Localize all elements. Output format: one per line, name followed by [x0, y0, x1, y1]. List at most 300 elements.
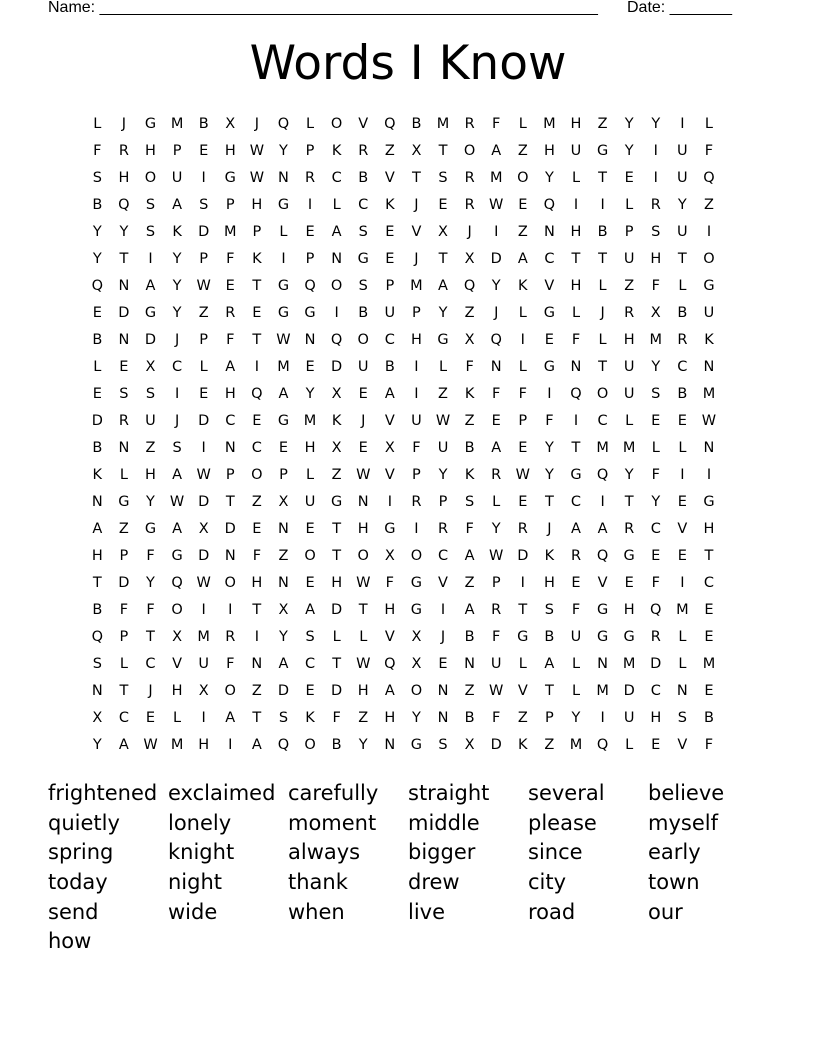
grid-letter: I: [706, 224, 712, 240]
grid-letter: N: [384, 737, 396, 753]
grid-letter: X: [331, 386, 342, 402]
grid-letter: S: [544, 602, 554, 618]
grid-letter: F: [146, 602, 155, 618]
grid-letter: C: [145, 656, 156, 672]
grid-letter: T: [438, 251, 448, 267]
grid-letter: E: [571, 575, 581, 591]
grid-letter: D: [490, 737, 502, 753]
grid-letter: N: [464, 656, 476, 672]
grid-row: [84, 273, 736, 300]
grid-letter: M: [702, 656, 716, 672]
grid-letter: L: [306, 116, 315, 132]
grid-letter: R: [650, 629, 661, 645]
word-bank-item: lonely: [168, 810, 232, 835]
grid-letter: C: [384, 332, 395, 348]
grid-letter: V: [677, 521, 688, 537]
grid-letter: L: [678, 656, 687, 672]
grid-letter: D: [650, 656, 662, 672]
grid-letter: A: [331, 224, 342, 240]
grid-letter: J: [600, 305, 605, 321]
grid-letter: F: [332, 710, 341, 726]
grid-letter: W: [356, 467, 371, 483]
grid-letter: G: [410, 575, 423, 591]
grid-letter: O: [463, 143, 476, 159]
grid-letter: E: [704, 602, 714, 618]
grid-letter: B: [464, 440, 475, 456]
grid-letter: Y: [92, 737, 102, 753]
grid-letter: Y: [651, 116, 661, 132]
grid-letter: E: [438, 656, 448, 672]
grid-letter: X: [145, 359, 156, 375]
grid-letter: G: [277, 197, 290, 213]
grid-letter: D: [118, 575, 130, 591]
grid-letter: P: [545, 710, 554, 726]
grid-letter: G: [144, 305, 157, 321]
grid-letter: I: [307, 197, 313, 213]
grid-letter: F: [492, 710, 501, 726]
grid-letter: F: [651, 467, 660, 483]
grid-letter: U: [677, 170, 688, 186]
grid-letter: B: [464, 629, 475, 645]
grid-letter: P: [438, 494, 448, 510]
grid-letter: P: [412, 467, 421, 483]
grid-letter: A: [384, 386, 395, 402]
grid-letter: T: [624, 494, 634, 510]
grid-row: [84, 300, 736, 327]
grid-letter: S: [92, 656, 102, 672]
grid-letter: U: [304, 494, 316, 510]
grid-letter: Y: [651, 359, 661, 375]
word-bank-item: straight: [408, 781, 490, 805]
grid-letter: X: [198, 683, 209, 699]
grid-letter: O: [410, 548, 423, 564]
grid-letter: F: [226, 656, 235, 672]
grid-letter: C: [437, 548, 449, 564]
grid-letter: S: [438, 170, 448, 186]
grid-letter: A: [491, 143, 502, 159]
grid-letter: E: [544, 332, 554, 348]
grid-letter: B: [92, 332, 103, 348]
grid-letter: I: [547, 386, 552, 402]
grid-letter: N: [304, 332, 316, 348]
grid-letter: E: [677, 494, 687, 510]
grid-letter: G: [277, 413, 290, 429]
grid-letter: W: [489, 548, 504, 564]
grid-letter: I: [520, 332, 525, 348]
grid-letter: E: [252, 305, 262, 321]
grid-letter: N: [118, 332, 130, 348]
grid-letter: I: [706, 467, 712, 483]
grid-letter: D: [91, 413, 103, 429]
grid-letter: I: [228, 737, 233, 753]
grid-letter: I: [680, 467, 685, 483]
grid-letter: H: [145, 467, 156, 483]
grid-letter: C: [650, 521, 661, 537]
grid-letter: W: [196, 278, 211, 294]
grid-letter: I: [414, 521, 419, 537]
word-bank-item: drew: [408, 870, 460, 895]
grid-letter: M: [649, 332, 663, 348]
grid-letter: J: [148, 683, 153, 699]
grid-letter: E: [305, 359, 315, 375]
grid-letter: S: [92, 170, 102, 186]
grid-letter: L: [119, 656, 128, 672]
grid-row: [84, 435, 736, 462]
word-search-grid: [84, 111, 736, 759]
grid-letter: E: [518, 440, 528, 456]
grid-letter: Y: [119, 224, 129, 240]
grid-letter: U: [623, 251, 635, 267]
grid-letter: W: [276, 332, 291, 348]
grid-letter: W: [356, 575, 371, 591]
grid-letter: Y: [172, 251, 182, 267]
grid-letter: Q: [650, 602, 662, 618]
word-bank-item: knight: [168, 840, 235, 865]
grid-letter: S: [677, 710, 687, 726]
grid-row: [84, 381, 736, 408]
grid-letter: Z: [438, 386, 448, 402]
grid-letter: O: [224, 683, 236, 699]
grid-letter: N: [597, 656, 608, 672]
grid-letter: V: [677, 737, 688, 753]
grid-letter: B: [464, 710, 475, 726]
grid-letter: V: [172, 656, 183, 672]
grid-letter: E: [92, 305, 102, 321]
grid-letter: S: [651, 386, 661, 402]
grid-letter: H: [251, 197, 263, 213]
grid-letter: U: [570, 143, 582, 159]
grid-letter: H: [543, 143, 555, 159]
word-bank-item: night: [168, 870, 223, 895]
grid-letter: Q: [91, 278, 103, 294]
grid-letter: D: [224, 521, 236, 537]
grid-letter: E: [677, 413, 687, 429]
grid-letter: A: [145, 278, 156, 294]
grid-letter: T: [544, 683, 554, 699]
grid-letter: X: [650, 305, 661, 321]
grid-letter: H: [251, 575, 263, 591]
grid-letter: B: [198, 116, 209, 132]
grid-letter: U: [623, 386, 635, 402]
grid-letter: N: [437, 683, 449, 699]
grid-letter: R: [411, 494, 422, 510]
grid-letter: I: [201, 440, 206, 456]
grid-letter: V: [384, 467, 395, 483]
grid-letter: S: [358, 224, 368, 240]
grid-letter: R: [305, 170, 316, 186]
grid-letter: O: [251, 467, 263, 483]
grid-letter: P: [412, 305, 421, 321]
grid-letter: A: [544, 656, 555, 672]
grid-letter: O: [703, 251, 715, 267]
grid-letter: Q: [277, 737, 290, 753]
grid-letter: Q: [330, 332, 343, 348]
grid-letter: K: [704, 332, 714, 348]
grid-letter: E: [305, 521, 315, 537]
grid-letter: Y: [651, 494, 661, 510]
grid-letter: M: [596, 683, 609, 699]
grid-letter: R: [225, 305, 236, 321]
grid-letter: Q: [118, 197, 130, 213]
grid-letter: R: [464, 170, 475, 186]
grid-letter: K: [305, 710, 315, 726]
grid-letter: T: [704, 548, 714, 564]
grid-letter: A: [118, 737, 129, 753]
word-bank-item: frightened: [48, 781, 158, 805]
grid-letter: Z: [464, 413, 475, 429]
grid-letter: U: [623, 359, 635, 375]
grid-letter: N: [490, 359, 502, 375]
grid-letter: Q: [490, 332, 502, 348]
grid-letter: P: [119, 629, 129, 645]
grid-letter: Z: [703, 197, 714, 213]
grid-letter: Q: [91, 629, 103, 645]
grid-letter: G: [596, 629, 609, 645]
grid-letter: Q: [304, 278, 316, 294]
grid-letter: F: [492, 386, 501, 402]
grid-letter: Z: [544, 737, 555, 753]
grid-letter: Q: [384, 116, 396, 132]
grid-letter: Y: [358, 737, 368, 753]
grid-letter: S: [305, 629, 315, 645]
grid-letter: Q: [543, 197, 556, 213]
grid-letter: M: [676, 602, 689, 618]
grid-letter: E: [145, 710, 156, 726]
grid-letter: L: [678, 629, 687, 645]
grid-letter: F: [492, 629, 501, 645]
grid-letter: F: [704, 143, 714, 159]
grid-letter: H: [570, 116, 582, 132]
grid-letter: W: [489, 197, 504, 213]
grid-letter: X: [464, 251, 475, 267]
grid-letter: A: [305, 602, 315, 618]
grid-letter: I: [653, 143, 658, 159]
grid-letter: W: [169, 494, 185, 510]
grid-letter: O: [357, 332, 369, 348]
grid-letter: A: [571, 521, 581, 537]
grid-letter: K: [172, 224, 182, 240]
grid-letter: N: [224, 440, 236, 456]
grid-letter: L: [571, 170, 581, 186]
grid-letter: L: [678, 440, 687, 456]
grid-letter: Z: [464, 575, 475, 591]
grid-letter: P: [491, 575, 501, 591]
grid-letter: U: [384, 305, 396, 321]
grid-letter: O: [596, 386, 609, 402]
word-bank-item: thank: [288, 870, 348, 895]
grid-letter: G: [277, 305, 290, 321]
grid-letter: F: [119, 602, 129, 618]
grid-letter: A: [225, 359, 236, 375]
grid-letter: N: [278, 170, 289, 186]
grid-letter: A: [491, 440, 502, 456]
grid-letter: U: [145, 413, 156, 429]
grid-letter: K: [385, 197, 395, 213]
word-bank-item: please: [528, 810, 597, 835]
grid-letter: A: [438, 278, 448, 294]
word-bank-item: carefully: [288, 781, 379, 805]
grid-letter: K: [331, 413, 342, 429]
grid-letter: N: [224, 548, 236, 564]
grid-letter: A: [597, 521, 608, 537]
grid-letter: X: [92, 710, 103, 726]
grid-letter: U: [357, 359, 369, 375]
grid-letter: G: [171, 548, 183, 564]
grid-letter: R: [624, 521, 635, 537]
grid-letter: O: [304, 548, 316, 564]
grid-letter: E: [305, 683, 315, 699]
grid-letter: A: [172, 197, 183, 213]
grid-letter: S: [145, 386, 156, 402]
grid-letter: V: [411, 224, 422, 240]
grid-letter: G: [543, 359, 556, 375]
page-title: Words I Know: [249, 36, 567, 91]
grid-letter: H: [703, 521, 715, 537]
grid-letter: Y: [305, 386, 315, 402]
grid-letter: G: [543, 305, 556, 321]
grid-letter: E: [358, 440, 368, 456]
grid-letter: T: [571, 251, 581, 267]
grid-letter: G: [703, 278, 715, 294]
grid-letter: C: [544, 251, 555, 267]
grid-letter: T: [332, 656, 342, 672]
grid-letter: V: [384, 170, 395, 186]
grid-row: [84, 462, 736, 489]
grid-row: [84, 597, 736, 624]
grid-row: [84, 489, 736, 516]
grid-letter: E: [704, 683, 714, 699]
grid-letter: G: [437, 332, 449, 348]
grid-letter: P: [225, 467, 235, 483]
grid-letter: O: [330, 116, 343, 132]
grid-letter: M: [436, 116, 450, 132]
grid-letter: H: [145, 143, 156, 159]
grid-letter: X: [411, 656, 422, 672]
grid-letter: C: [225, 413, 236, 429]
grid-letter: H: [198, 737, 210, 753]
grid-letter: E: [252, 521, 262, 537]
grid-letter: N: [91, 683, 103, 699]
grid-letter: T: [358, 602, 368, 618]
grid-letter: Y: [544, 467, 554, 483]
grid-letter: V: [597, 575, 608, 591]
grid-letter: H: [357, 683, 369, 699]
grid-letter: P: [252, 224, 262, 240]
grid-letter: U: [623, 710, 635, 726]
grid-letter: G: [277, 278, 290, 294]
grid-letter: R: [491, 602, 502, 618]
grid-letter: C: [304, 656, 316, 672]
grid-letter: T: [544, 494, 554, 510]
grid-letter: K: [464, 467, 475, 483]
grid-letter: N: [278, 575, 289, 591]
grid-letter: Z: [251, 494, 262, 510]
grid-letter: E: [651, 548, 661, 564]
grid-letter: I: [573, 197, 579, 213]
grid-letter: N: [91, 494, 103, 510]
word-bank-item: town: [648, 870, 700, 895]
grid-letter: L: [598, 278, 607, 294]
grid-letter: P: [305, 251, 315, 267]
grid-letter: Y: [571, 710, 581, 726]
grid-letter: M: [277, 359, 290, 375]
grid-letter: K: [331, 143, 342, 159]
grid-letter: B: [92, 197, 103, 213]
grid-letter: S: [199, 197, 209, 213]
grid-letter: N: [331, 251, 343, 267]
grid-letter: M: [596, 440, 609, 456]
grid-letter: W: [196, 575, 211, 591]
grid-letter: B: [677, 386, 688, 402]
grid-letter: H: [623, 332, 635, 348]
grid-letter: U: [198, 656, 209, 672]
grid-letter: Q: [703, 170, 715, 186]
grid-letter: X: [464, 737, 475, 753]
grid-letter: I: [573, 413, 579, 429]
grid-letter: A: [225, 710, 236, 726]
grid-letter: G: [596, 143, 609, 159]
grid-letter: E: [438, 197, 448, 213]
grid-letter: L: [518, 359, 527, 375]
grid-letter: F: [465, 521, 474, 537]
grid-letter: F: [571, 602, 581, 618]
grid-letter: E: [491, 413, 501, 429]
grid-letter: T: [598, 251, 607, 267]
grid-letter: G: [331, 494, 343, 510]
grid-letter: B: [703, 710, 714, 726]
grid-letter: M: [303, 413, 317, 429]
grid-letter: N: [676, 683, 688, 699]
grid-letter: U: [437, 440, 449, 456]
grid-letter: H: [650, 710, 662, 726]
grid-letter: W: [143, 737, 158, 753]
grid-letter: S: [278, 710, 289, 726]
grid-letter: L: [492, 494, 501, 510]
grid-letter: P: [385, 278, 395, 294]
grid-letter: B: [411, 116, 422, 132]
grid-letter: E: [225, 278, 235, 294]
grid-row: [84, 354, 736, 381]
grid-letter: X: [411, 143, 422, 159]
grid-letter: C: [597, 413, 608, 429]
grid-letter: Z: [278, 548, 289, 564]
grid-row: [84, 678, 736, 705]
grid-letter: H: [331, 575, 343, 591]
grid-letter: X: [464, 332, 475, 348]
grid-letter: L: [199, 359, 208, 375]
grid-letter: A: [464, 602, 475, 618]
grid-letter: I: [254, 359, 259, 375]
grid-letter: Y: [491, 278, 501, 294]
grid-letter: P: [119, 548, 129, 564]
word-bank-item: today: [48, 870, 108, 895]
grid-row: [84, 111, 736, 138]
grid-letter: T: [411, 170, 421, 186]
grid-letter: I: [680, 575, 685, 591]
grid-letter: R: [491, 467, 502, 483]
grid-letter: J: [440, 629, 446, 645]
grid-letter: G: [384, 521, 396, 537]
grid-letter: Z: [384, 143, 395, 159]
grid-letter: L: [332, 197, 341, 213]
grid-letter: Q: [463, 278, 476, 294]
grid-letter: N: [703, 359, 715, 375]
grid-letter: R: [677, 332, 688, 348]
grid-letter: T: [332, 521, 342, 537]
grid-letter: A: [92, 521, 103, 537]
grid-row: [84, 543, 736, 570]
grid-letter: D: [623, 683, 635, 699]
